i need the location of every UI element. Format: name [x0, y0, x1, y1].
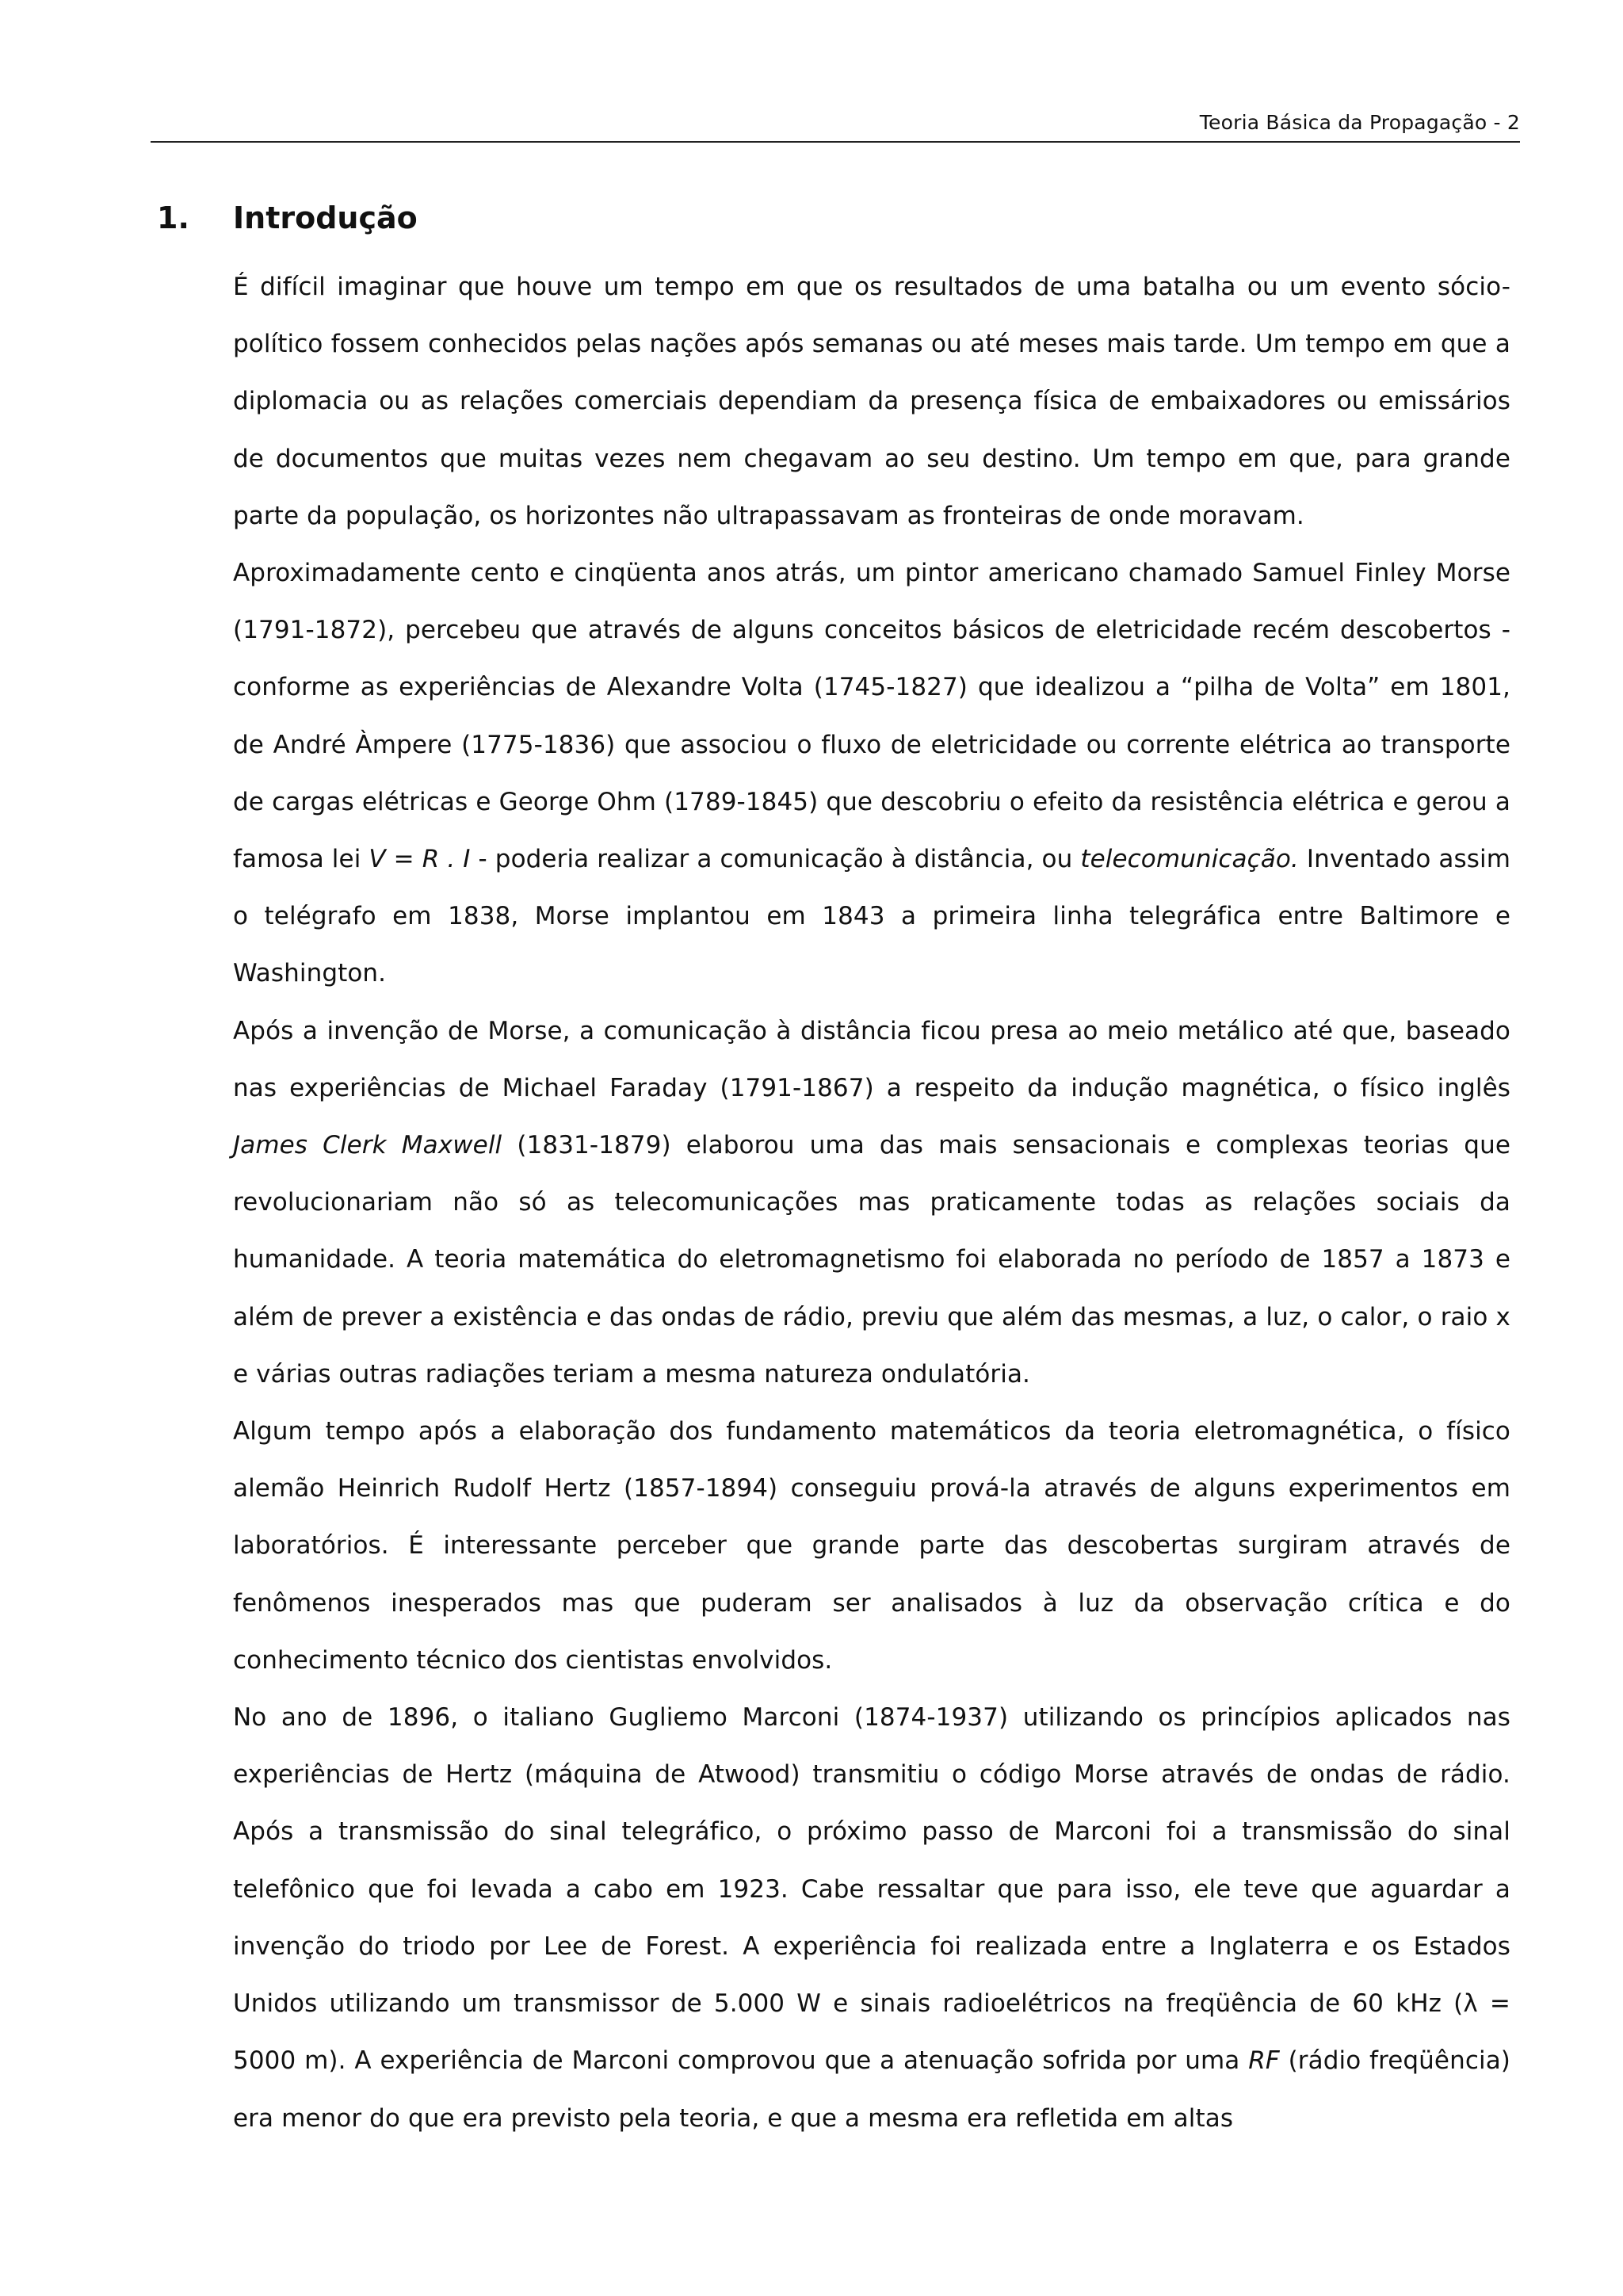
paragraph-5	[233, 1689, 1510, 2147]
paragraph-1: É difícil imaginar que houve um tempo em que os resultados de uma batalha ou um evento sócio-político fossem conhecidos pelas nações após semanas ou até meses mais tarde. Um tempo em que a diplomacia ou as relações comerciais dependiam da presença física de embaixadores ou emissários de documentos que muitas vezes nem chegavam ao seu destino. Um tempo em que, para grande parte da população, os horizontes não ultrapassavam as fronteiras de onde moravam.	[233, 273, 1510, 530]
paragraph-2-text-b: - poderia realizar a comunicação à distância, ou	[470, 845, 1081, 874]
section-number: 1.	[157, 201, 189, 235]
paragraph-5-text-a: No ano de 1896, o italiano Gugliemo Marconi (1874-1937) utilizando os princípios aplicados nas experiências de Hertz (máquina de Atwood) transmitiu o código Morse através de ondas de rádio. Após a transmissão do sinal telegráfico, o próximo passo de Marconi foi a transmissão do sinal telefônico que foi levada a cabo em 1923. Cabe ressaltar que para isso, ele teve que aguardar a invenção do triodo por Lee de Forest. A experiência foi realizada entre a Inglaterra e os Estados Unidos utilizando um transmissor de 5.000 W e sinais radioelétricos na freqüência de 60 kHz (λ = 5000 m). A experiência de Marconi comprovou que a atenuação sofrida por uma	[233, 1703, 1510, 2076]
rf-abbreviation: RF	[1248, 2046, 1280, 2076]
paragraph-4: Algum tempo após a elaboração dos fundamento matemáticos da teoria eletromagnética, o físico alemão Heinrich Rudolf Hertz (1857-1894) conseguiu prová-la através de alguns experimentos em laboratórios. É interessante perceber que grande parte das descobertas surgiram através de fenômenos inesperados mas que puderam ser analisados à luz da observação crítica e do conhecimento técnico dos cientistas envolvidos.	[233, 1417, 1510, 1675]
running-header: Teoria Básica da Propagação - 2	[1199, 111, 1520, 134]
paragraph-3-text-b: (1831-1879) elaborou uma das mais sensacionais e complexas teorias que revolucionariam não só as telecomunicações mas praticamente todas as relações sociais da humanidade. A teoria matemática do eletromagnetismo foi elaborada no período de 1857 a 1873 e além de prever a existência e das ondas de rádio, previu que além das mesmas, a luz, o calor, o raio x e várias outras radiações teriam a mesma natureza ondulatória.	[233, 1131, 1511, 1389]
paragraph-3-text-a: Após a invenção de Morse, a comunicação à distância ficou presa ao meio metálico até que, baseado nas experiências de Michael Faraday (1791-1867) a respeito da indução magnética, o físico inglês	[233, 1016, 1510, 1102]
maxwell-name: James Clerk Maxwell	[233, 1131, 502, 1160]
body-text	[233, 258, 1510, 2147]
ohm-law-formula: V = R . I	[369, 845, 471, 874]
telecomunicacao-term: telecomunicação.	[1080, 845, 1299, 874]
header-rule	[151, 141, 1520, 143]
paragraph-2-text-c: Inventado assim o telégrafo em 1838, Morse implantou em 1843 a primeira linha telegráfica entre Baltimore e Washington.	[233, 845, 1510, 988]
paragraph-2-text-a: Aproximadamente cento e cinqüenta anos atrás, um pintor americano chamado Samuel Finley Morse (1791-1872), percebeu que através de alguns conceitos básicos de eletricidade recém descobertos - conforme as experiências de Alexandre Volta (1745-1827) que idealizou a “pilha de Volta” em 1801, de André Àmpere (1775-1836) que associou o fluxo de eletricidade ou corrente elétrica ao transporte de cargas elétricas e George Ohm (1789-1845) que descobriu o efeito da resistência elétrica e gerou a famosa lei	[233, 559, 1510, 874]
paragraph-2	[233, 544, 1510, 1003]
paragraph-5-text-b: (rádio freqüência) era menor do que era previsto pela teoria, e que a mesma era refletida em altas	[233, 2046, 1510, 2133]
paragraph-3	[233, 1003, 1510, 1403]
section-title: Introdução	[233, 201, 418, 235]
section-heading	[157, 200, 1520, 236]
